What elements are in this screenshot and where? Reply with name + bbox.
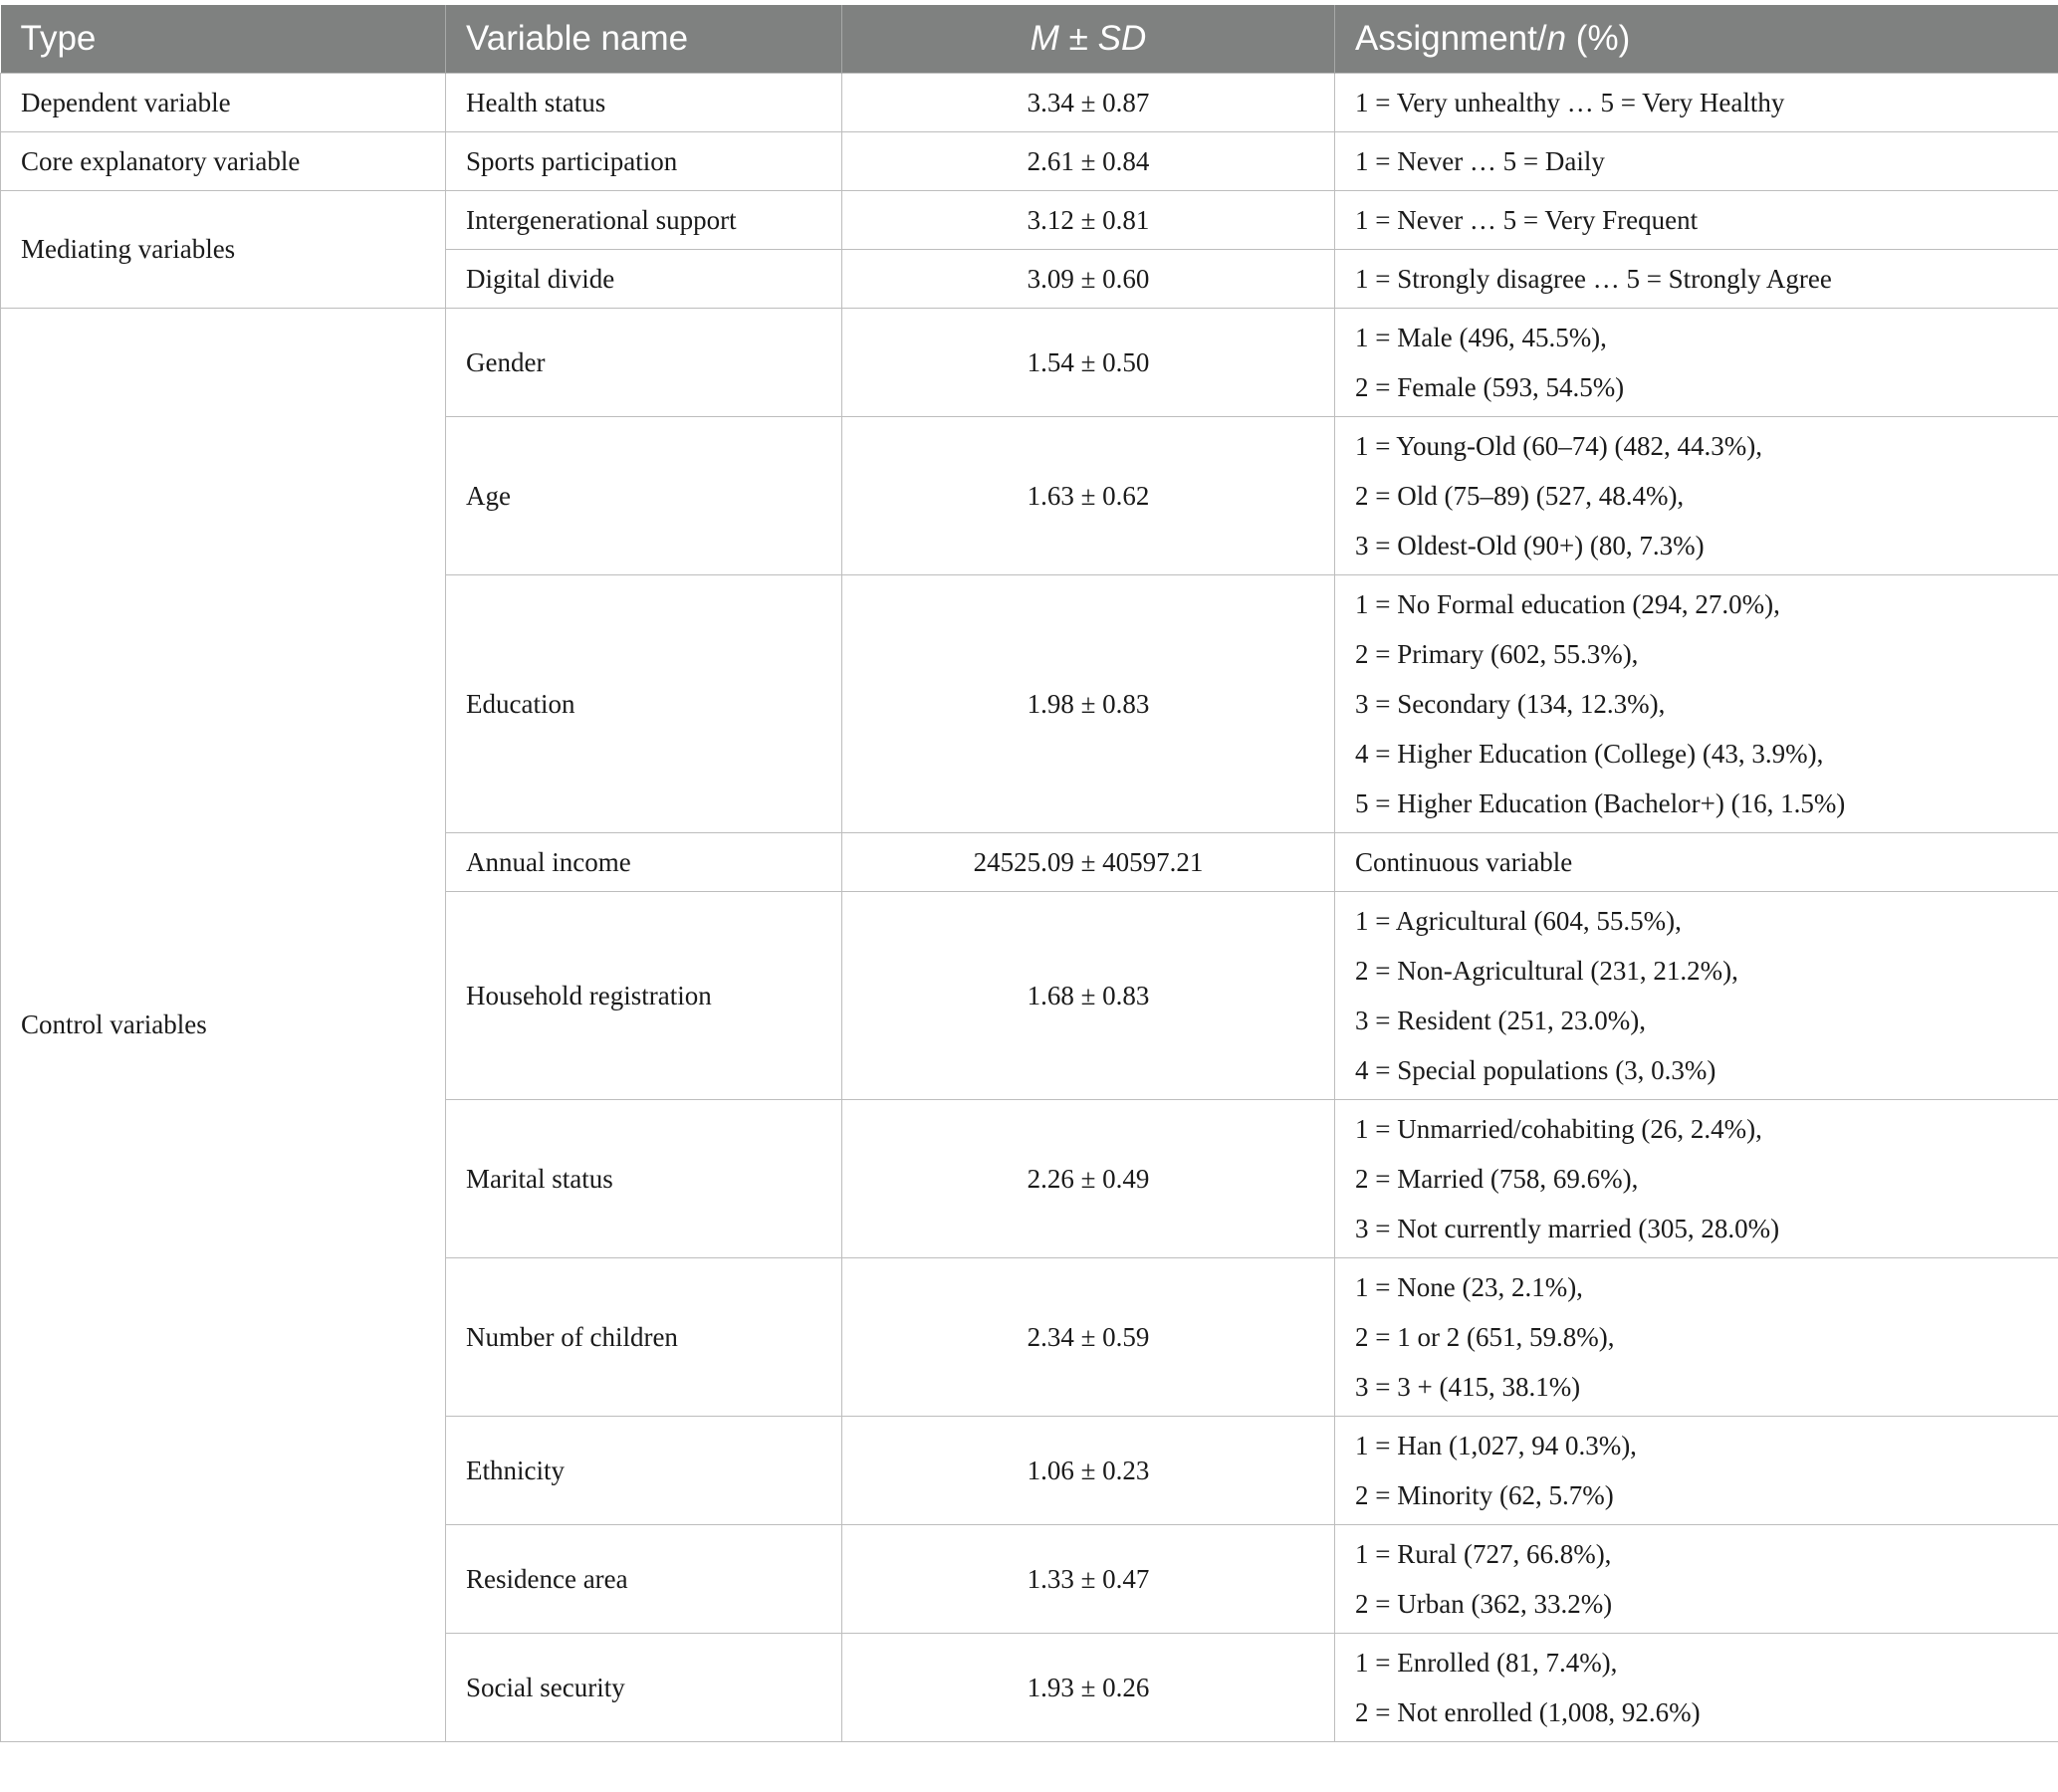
assignment-cell: [1335, 891, 2058, 1099]
mean-sd-cell: 1.93 ± 0.26: [842, 1633, 1335, 1741]
assignment-cell: [1335, 1257, 2058, 1416]
assignment-line: 2 = Not enrolled (1,008, 92.6%): [1355, 1696, 1701, 1727]
assignment-cell: [1335, 1633, 2058, 1741]
assignment-line: 3 = 3 + (415, 38.1%): [1355, 1371, 1581, 1402]
mean-sd-cell: 1.33 ± 0.47: [842, 1524, 1335, 1633]
assignment-line: 1 = Han (1,027, 94 0.3%),: [1355, 1430, 1637, 1460]
assignment-line: 2 = Urban (362, 33.2%): [1355, 1588, 1613, 1619]
assignment-line: 2 = 1 or 2 (651, 59.8%),: [1355, 1321, 1615, 1352]
assignment-cell: [1335, 131, 2058, 190]
assignment-line: 2 = Married (758, 69.6%),: [1355, 1163, 1639, 1194]
assignment-cell: [1335, 416, 2058, 574]
variable-name-cell: Age: [446, 416, 842, 574]
table-header: [1, 5, 2058, 73]
table-row: [1, 308, 2058, 416]
header-mean-symbol: M: [1029, 18, 1059, 58]
mean-sd-cell: 2.34 ± 0.59: [842, 1257, 1335, 1416]
table-row: [1, 73, 2058, 131]
assignment-line: 2 = Minority (62, 5.7%): [1355, 1479, 1614, 1510]
variable-name-cell: Household registration: [446, 891, 842, 1099]
assignment-line: 1 = Unmarried/cohabiting (26, 2.4%),: [1355, 1113, 1762, 1144]
type-cell: Mediating variables: [1, 190, 446, 308]
assignment-line: 1 = Rural (727, 66.8%),: [1355, 1538, 1612, 1569]
variable-name-cell: Gender: [446, 308, 842, 416]
assignment-cell: [1335, 249, 2058, 308]
header-assignment: [1335, 5, 2058, 73]
assignment-line: 1 = Strongly disagree … 5 = Strongly Agree: [1355, 263, 1832, 294]
assignment-line: 1 = Male (496, 45.5%),: [1355, 322, 1607, 352]
variable-name-cell: Sports participation: [446, 131, 842, 190]
table-row: [1, 190, 2058, 249]
type-cell: Core explanatory variable: [1, 131, 446, 190]
mean-sd-cell: 1.63 ± 0.62: [842, 416, 1335, 574]
type-cell: Dependent variable: [1, 73, 446, 131]
variable-name-cell: Intergenerational support: [446, 190, 842, 249]
variable-name-cell: Residence area: [446, 1524, 842, 1633]
assignment-line: 2 = Non-Agricultural (231, 21.2%),: [1355, 955, 1738, 986]
mean-sd-cell: 3.34 ± 0.87: [842, 73, 1335, 131]
assignment-line: 1 = Agricultural (604, 55.5%),: [1355, 905, 1682, 936]
variable-name-cell: Education: [446, 574, 842, 832]
assignment-cell: [1335, 308, 2058, 416]
assignment-cell: [1335, 1416, 2058, 1524]
header-row: [1, 5, 2058, 73]
assignment-cell: [1335, 832, 2058, 891]
assignment-line: 3 = Oldest-Old (90+) (80, 7.3%): [1355, 530, 1705, 560]
mean-sd-cell: 2.26 ± 0.49: [842, 1099, 1335, 1257]
variable-name-cell: Number of children: [446, 1257, 842, 1416]
header-n-symbol: n: [1546, 18, 1567, 58]
assignment-cell: [1335, 73, 2058, 131]
assignment-cell: [1335, 190, 2058, 249]
mean-sd-cell: 2.61 ± 0.84: [842, 131, 1335, 190]
header-variable-name: Variable name: [446, 5, 842, 73]
mean-sd-cell: 3.12 ± 0.81: [842, 190, 1335, 249]
assignment-line: 3 = Resident (251, 23.0%),: [1355, 1005, 1646, 1035]
header-sd-symbol: SD: [1097, 18, 1147, 58]
mean-sd-cell: 1.98 ± 0.83: [842, 574, 1335, 832]
assignment-cell: [1335, 1099, 2058, 1257]
variable-name-cell: Ethnicity: [446, 1416, 842, 1524]
mean-sd-cell: 24525.09 ± 40597.21: [842, 832, 1335, 891]
descriptive-statistics-table: [0, 5, 2058, 1742]
assignment-cell: [1335, 1524, 2058, 1633]
mean-sd-cell: 1.06 ± 0.23: [842, 1416, 1335, 1524]
variable-name-cell: Social security: [446, 1633, 842, 1741]
assignment-line: 4 = Special populations (3, 0.3%): [1355, 1054, 1716, 1085]
table-body: [1, 73, 2058, 1741]
header-mean-sd: [842, 5, 1335, 73]
assignment-line: 1 = Very unhealthy … 5 = Very Healthy: [1355, 87, 1785, 117]
assignment-line: 2 = Primary (602, 55.3%),: [1355, 638, 1639, 669]
variable-name-cell: Marital status: [446, 1099, 842, 1257]
assignment-line: 2 = Female (593, 54.5%): [1355, 371, 1625, 402]
assignment-cell: [1335, 574, 2058, 832]
assignment-line: 3 = Not currently married (305, 28.0%): [1355, 1213, 1780, 1243]
assignment-line: 1 = Young-Old (60–74) (482, 44.3%),: [1355, 430, 1762, 461]
assignment-line: 1 = No Formal education (294, 27.0%),: [1355, 588, 1780, 619]
assignment-line: 1 = Enrolled (81, 7.4%),: [1355, 1647, 1618, 1678]
variable-name-cell: Digital divide: [446, 249, 842, 308]
variable-name-cell: Annual income: [446, 832, 842, 891]
mean-sd-cell: 1.68 ± 0.83: [842, 891, 1335, 1099]
assignment-line: 5 = Higher Education (Bachelor+) (16, 1.5%): [1355, 787, 1846, 818]
assignment-line: Continuous variable: [1355, 846, 1573, 877]
header-assignment-prefix: Assignment/: [1355, 18, 1547, 58]
assignment-line: 4 = Higher Education (College) (43, 3.9%),: [1355, 738, 1824, 769]
header-plus-minus: ±: [1058, 18, 1098, 58]
variable-name-cell: Health status: [446, 73, 842, 131]
assignment-line: 2 = Old (75–89) (527, 48.4%),: [1355, 480, 1685, 511]
assignment-line: 3 = Secondary (134, 12.3%),: [1355, 688, 1666, 719]
table-row: [1, 131, 2058, 190]
assignment-line: 1 = Never … 5 = Very Frequent: [1355, 204, 1699, 235]
mean-sd-cell: 1.54 ± 0.50: [842, 308, 1335, 416]
header-type: Type: [1, 5, 446, 73]
assignment-line: 1 = None (23, 2.1%),: [1355, 1271, 1583, 1302]
assignment-line: 1 = Never … 5 = Daily: [1355, 145, 1605, 176]
header-assignment-suffix: (%): [1566, 18, 1631, 58]
type-cell: Control variables: [1, 308, 446, 1741]
mean-sd-cell: 3.09 ± 0.60: [842, 249, 1335, 308]
